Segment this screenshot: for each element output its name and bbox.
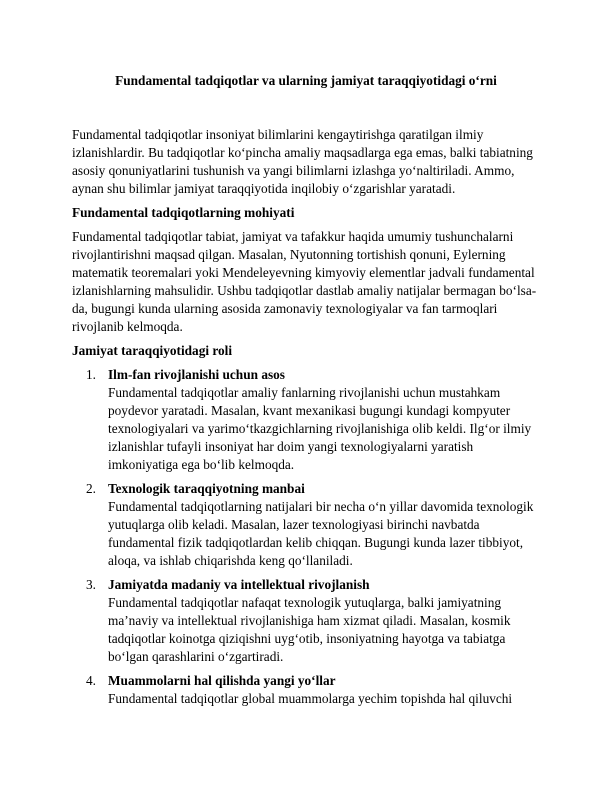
list-item [86, 672, 540, 708]
list-item-title: Jamiyatda madaniy va intellektual rivojlanish [108, 577, 370, 592]
list-item [86, 480, 540, 570]
list-item-title: Muammolarni hal qilishda yangi yo‘llar [108, 673, 336, 688]
list-item-number: 1. [86, 367, 96, 382]
document-title: Fundamental tadqiqotlar va ularning jamiyat taraqqiyotidagi o‘rni [115, 73, 497, 88]
list-item-title: Ilm-fan rivojlanishi uchun asos [108, 367, 285, 382]
section-heading-essence: Fundamental tadqiqotlarning mohiyati [72, 205, 295, 220]
list-item-text: Fundamental tadqiqotlar global muammolarga yechim topishda hal qiluvchi [108, 691, 513, 706]
list-item-text: Fundamental tadqiqotlar amaliy fanlarning rivojlanishi uchun mustahkam poydevor yaratadi. Masalan, kvant mexanikasi bugungi kundagi kompyuter texnologiyalari va yarimo‘tkazgichlarning rivojlanishiga olib keldi. Ilg‘or ilmiy izlanishlar tufayli insoniyat har doim yangi texnologiyalarni yaratish imkoniyatiga ega bo‘lib kelmoqda. [108, 385, 532, 472]
section-heading-role: Jamiyat taraqqiyotidagi roli [72, 343, 233, 358]
list-item-title: Texnologik taraqqiyotning manbai [108, 481, 305, 496]
essence-paragraph: Fundamental tadqiqotlar tabiat, jamiyat va tafakkur haqida umumiy tushunchalarni rivojlantirishni maqsad qilgan. Masalan, Nyutonning tortishish qonuni, Eylerning matematik teoremalari yoki Mendeleyevning kimyoviy elementlar jadvali fundamental izlanishlarning mahsulidir. Ushbu tadqiqotlar dastlab amaliy natijalar bermagan bo‘lsa-da, bugungi kunda ularning asosida zamonaviy texnologiyalar va fan tarmoqlari rivojlanib kelmoqda. [72, 229, 537, 334]
list-item [86, 366, 540, 474]
list-item-number: 2. [86, 481, 96, 496]
intro-paragraph: Fundamental tadqiqotlar insoniyat bilimlarini kengaytirishga qaratilgan ilmiy izlanishlardir. Bu tadqiqotlar ko‘pincha amaliy maqsadlarga ega emas, balki tabiatning asosiy qonuniyatlarini tushunish va yangi bilimlarni izlashga yo‘naltiriladi. Ammo, aynan shu bilimlar jamiyat taraqqiyotida inqilobiy o‘zgarishlar yaratadi. [72, 127, 533, 196]
list-item-text: Fundamental tadqiqotlarning natijalari bir necha o‘n yillar davomida texnologik yutuqlarga olib keladi. Masalan, lazer texnologiyasi birinchi navbatda fundamental fizik tadqiqotlardan kelib chiqqan. Bugungi kunda lazer tibbiyot, aloqa, va ishlab chiqarishda keng qo‘llaniladi. [108, 499, 534, 568]
role-list [72, 366, 540, 708]
list-item [86, 576, 540, 666]
list-item-number: 4. [86, 673, 96, 688]
list-item-text: Fundamental tadqiqotlar nafaqat texnologik yutuqlarga, balki jamiyatning ma’naviy va intellektual rivojlanishiga ham xizmat qiladi. Masalan, kosmik tadqiqotlar koinotga qiziqishni uyg‘otib, insoniyatning hayotga va tabiatga bo‘lgan qarashlarini o‘zgartiradi. [108, 595, 511, 664]
list-item-number: 3. [86, 577, 96, 592]
